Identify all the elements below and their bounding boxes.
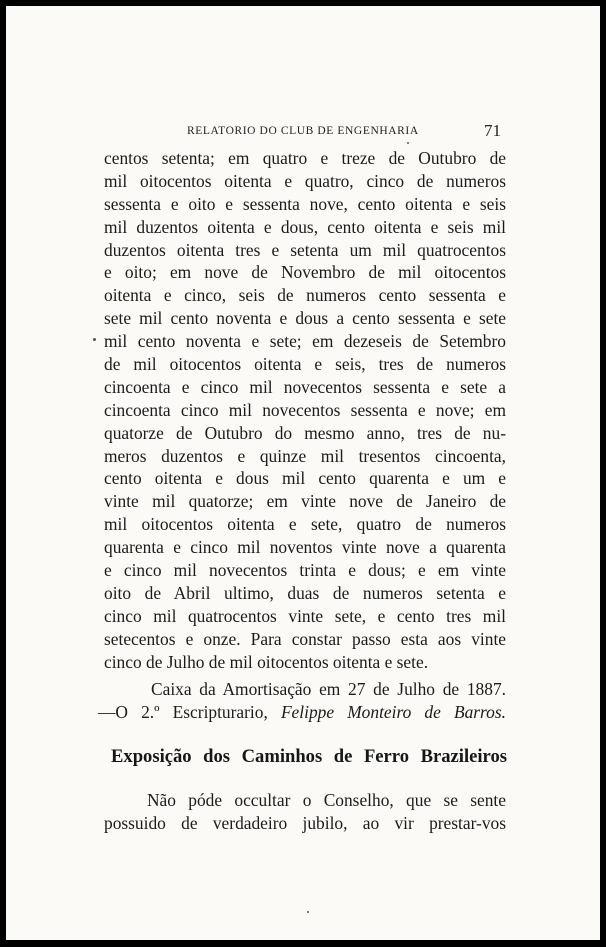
text-line: cincoenta cinco mil novecentos sessenta e nove; em: [104, 399, 506, 420]
text-line: duzentos oitenta tres e setenta um mil quatrocentos: [104, 239, 506, 260]
text-line: sete mil cento noventa e dous a cento sessenta e sete: [104, 308, 506, 329]
text-line: oito de Abril ultimo, duas de numeros setenta e: [104, 582, 506, 603]
signature-name: Felippe Monteiro de Barros.: [280, 702, 506, 722]
text-line: oitenta e cinco, seis de numeros cento sessenta e: [104, 285, 506, 306]
paper-speck: [307, 911, 309, 913]
paper-speck: [93, 338, 96, 341]
text-line: mil cento noventa e sete; em dezeseis de Setembro: [104, 331, 506, 352]
text-line: mil oitocentos oitenta e quatro, cinco de numeros: [104, 170, 506, 191]
running-title: RELATORIO DO CLUB DE ENGENHARIA: [187, 125, 419, 137]
paper-speck: [407, 142, 409, 144]
text-line: quatorze de Outubro do mesmo anno, tres de nu-: [104, 422, 506, 443]
text-line: centos setenta; em quatro e treze de Outubro de: [104, 148, 506, 168]
signature-line: [98, 701, 506, 724]
text-line: de mil oitocentos oitenta e seis, tres de numeros: [104, 354, 506, 375]
text-line: cinco de Julho de mil oitocentos oitenta e sete.: [104, 651, 429, 672]
text-line: possuido de verdadeiro jubilo, ao vir prestar-vos: [104, 812, 506, 833]
text-line: cincoenta e cinco mil novecentos sessenta e sete a: [104, 376, 506, 397]
text-line: Não póde occultar o Conselho, que se sente: [147, 790, 506, 810]
body-paragraph: [104, 147, 506, 673]
text-line: sessenta e oito e sessenta nove, cento oitenta e seis: [104, 193, 506, 214]
text-line: e oito; em nove de Novembro de mil oitocentos: [104, 262, 506, 283]
book-page: [6, 6, 600, 940]
text-line: vinte mil quatorze; em vinte nove de Janeiro de: [104, 491, 506, 512]
text-line: e cinco mil novecentos trinta e dous; e em vinte: [104, 560, 506, 581]
section-title: Exposição dos Caminhos de Ferro Brazileiros: [111, 746, 507, 767]
text-line: mil oitocentos oitenta e sete, quatro de numeros: [104, 514, 506, 535]
text-line: quarenta e cinco mil noventos vinte nove a quarenta: [104, 537, 506, 558]
text-line: mil duzentos oitenta e dous, cento oitenta e seis mil: [104, 216, 506, 237]
text-line: cinco mil quatrocentos vinte sete, e cento tres mil: [104, 605, 506, 626]
text-line: meros duzentos e quinze mil tresentos cincoenta,: [104, 445, 506, 466]
page-header: [6, 122, 600, 142]
date-line: Caixa da Amortisação em 27 de Julho de 1887.: [151, 679, 506, 699]
section-paragraph: [104, 789, 506, 835]
text-line: cento oitenta e dous mil cento quarenta e um e: [104, 468, 506, 489]
page-number: 71: [484, 121, 501, 140]
signature-prefix: —O 2.º Escripturario,: [98, 702, 268, 722]
text-line: setecentos e onze. Para constar passo esta aos vinte: [104, 628, 506, 649]
